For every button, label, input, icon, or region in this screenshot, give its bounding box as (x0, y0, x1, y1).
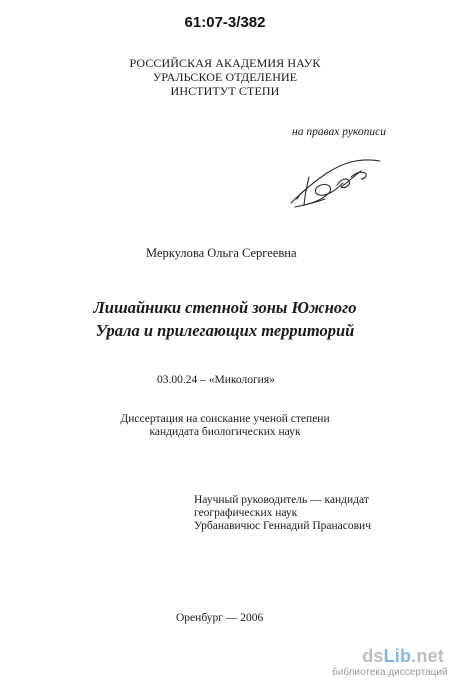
supervisor-field: географических наук (194, 507, 298, 519)
manuscript-rights-note: на правах рукописи (292, 126, 386, 138)
author-signature (285, 155, 385, 215)
thesis-title-line1: Лишайники степной зоны Южного (93, 298, 357, 317)
supervisor-block (194, 494, 371, 533)
degree-line1: Диссертация на соискание ученой степени (120, 413, 330, 425)
catalog-number: 61:07-3/382 (184, 14, 266, 31)
author-name: Меркулова Ольга Сергеевна (146, 246, 297, 260)
thesis-title (0, 296, 450, 342)
watermark-tagline: библиотека диссертаций (332, 667, 448, 678)
degree-purpose (0, 413, 450, 439)
supervisor-role: Научный руководитель — кандидат (194, 494, 369, 506)
place-and-year: Оренбург — 2006 (176, 612, 264, 624)
thesis-title-line2: Урала и прилегающих территорий (95, 321, 355, 340)
institution-block (0, 56, 450, 98)
supervisor-name: Урбанавичюс Геннадий Пранасович (194, 520, 371, 532)
institution-institute: ИНСТИТУТ СТЕПИ (170, 84, 280, 98)
degree-line2: кандидата биологических наук (149, 426, 301, 438)
specialty-code: 03.00.24 – «Микология» (157, 374, 275, 386)
watermark-logo: dsLib.net (362, 646, 444, 666)
site-watermark (332, 646, 448, 679)
institution-academy: РОССИЙСКАЯ АКАДЕМИЯ НАУК (129, 56, 321, 70)
institution-branch: УРАЛЬСКОЕ ОТДЕЛЕНИЕ (152, 70, 298, 84)
